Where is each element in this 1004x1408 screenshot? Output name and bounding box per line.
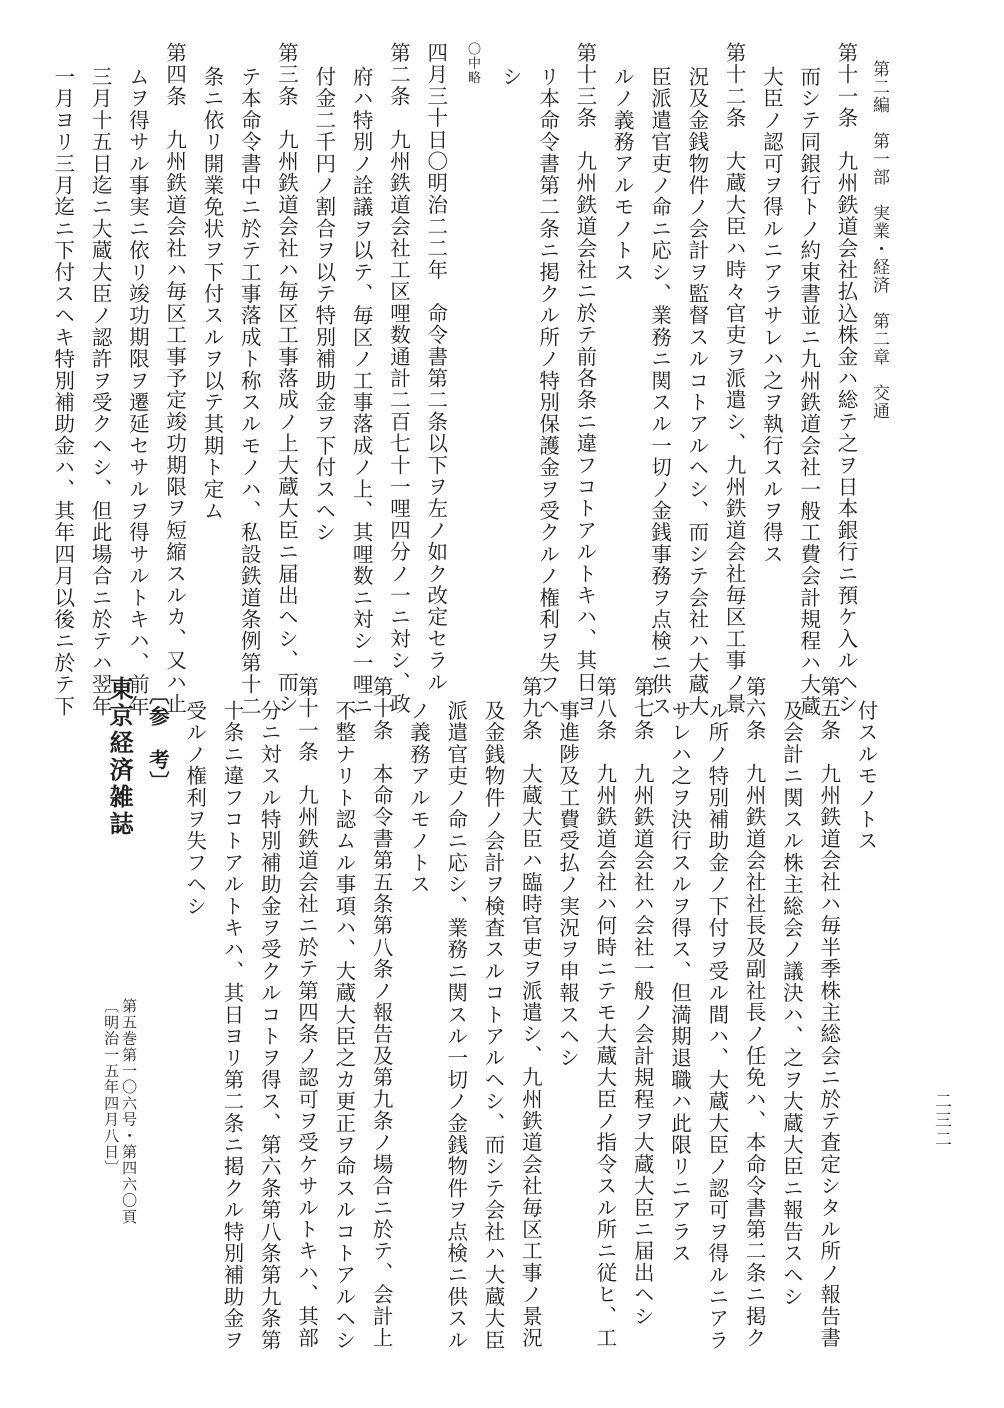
article-line: 及会計ニ関スル株主総会ノ議決ハ、之ヲ大蔵大臣ニ報告スヘシ (779, 700, 804, 1308)
article-line: 第七条 九州鉄道会社ハ会社一般ノ会計規程ヲ大蔵大臣ニ届出ヘシ (630, 676, 655, 1327)
reference-heading: 〔参 考〕 (145, 684, 170, 793)
article-line: 第十三条 九州鉄道会社ニ於テ前各条ニ違フコトアルトキハ、其日ヨ (572, 42, 597, 715)
article-line: 第十二条 大蔵大臣ハ時々官吏ヲ派遣シ、九州鉄道会社毎区工事ノ景 (722, 42, 747, 715)
article-line: ルノ義務アルモノトス (610, 66, 635, 283)
article-line: 府ハ特別ノ詮議ヲ以テ、毎区ノ工事落成ノ上、其哩数ニ対シ一哩ニ (349, 66, 374, 718)
article-line: 受ルノ権利ヲ失フヘシ (182, 700, 207, 917)
article-line: 第九条 大蔵大臣ハ臨時官吏ヲ派遣シ、九州鉄道会社毎区工事ノ景況 (518, 676, 543, 1349)
source-citation (101, 676, 138, 1321)
article-line: 派遣官吏ノ命ニ応シ、業務ニ関スル一切ノ金銭物件ヲ点検ニ供スル (443, 700, 468, 1351)
article-line: 三月十五日迄ニ大蔵大臣ノ認許ヲ受クヘシ、但此場合ニ於テハ翌年 (88, 66, 113, 717)
article-line: 第四条 九州鉄道会社ハ毎区工事予定竣功期限ヲ短縮スルカ、又ハ止 (162, 42, 187, 715)
article-line: 第十条 本命令書第五条第八条ノ報告及第九条ノ場合ニ於テ、会計上 (369, 676, 394, 1349)
article-line: シ (498, 66, 523, 88)
article-line: 及金銭物件ノ会計ヲ検査スルコトアルヘシ、而シテ会社ハ大蔵大臣 (481, 700, 506, 1351)
date-line: 四月三十日〇明治二二年 命令書第二条以下ヲ左ノ如ク改定セラル (423, 42, 448, 693)
article-line: ル所ノ特別補助金ノ下付ヲ受ル間ハ、大蔵大臣ノ認可ヲ得ルニアラ (704, 700, 729, 1351)
article-line: 不整ナリト認ムル事項ハ、大蔵大臣之カ更正ヲ命スルコトアルヘシ (331, 700, 356, 1351)
article-line: 況及金銭物件ノ会計ヲ監督スルコトアルヘシ、而シテ会社ハ大蔵大 (684, 66, 709, 717)
article-line: 大臣ノ認可ヲ得ルニアラサレハ之ヲ執行スルヲ得ス (759, 66, 784, 566)
citation-date: 〔明治一五年四月八日〕 (102, 998, 121, 1177)
article-line: 事進陟及工費受払ノ実況ヲ申報スヘシ (555, 700, 580, 1069)
article-line: 付金二千円ノ割合ヲ以テ特別補助金ヲ下付スヘシ (311, 66, 336, 544)
article-line: リ本命令書第二条ニ掲クル所ノ特別保護金ヲ受クルノ権利ヲ失フヘ (535, 66, 560, 717)
article-line: 条ニ依リ開業免状ヲ下付スルヲ以テ其期ト定ム (199, 66, 224, 522)
article-line: 一月ヨリ三月迄ニ下付スヘキ特別補助金ハ、其年四月以後ニ於テ下 (50, 66, 75, 717)
article-line: 第十一条 九州鉄道会社ニ於テ第四条ノ認可ヲ受ケサルトキハ、其部 (294, 676, 319, 1349)
top-text-block (43, 42, 864, 718)
article-line: 而シテ同銀行トノ約束書並ニ九州鉄道会社一般工費会計規程ハ大蔵 (796, 66, 821, 717)
article-line: 第六条 九州鉄道会社社長及副社長ノ任免ハ、本命令書第二条ニ掲ク (742, 676, 767, 1349)
journal-title: 東京経済雑誌 (105, 676, 135, 838)
article-line: 第二条 九州鉄道会社工区哩数通計二百七十一哩四分ノ一ニ対シ、政 (386, 42, 411, 715)
article-line: 第五条 九州鉄道会社ハ毎半季株主総会ニ於テ査定シタル所ノ報告書 (816, 676, 841, 1349)
article-line: ノ義務アルモノトス (406, 700, 431, 896)
article-line: 臣派遣官吏ノ命ニ応シ、業務ニ関スル一切ノ金銭事務ヲ点検ニ供ス (647, 66, 672, 718)
page-number: 二三二 (931, 1092, 951, 1149)
running-head: 第二編 第一部 実業・経済 第二章 交通 (869, 60, 889, 420)
omission-note: 〇中略 (465, 42, 481, 85)
article-line: 第三条 九州鉄道会社ハ毎区工事落成ノ上大蔵大臣ニ届出ヘシ、而シ (274, 42, 299, 715)
article-line: サレハ之ヲ決行スルヲ得ス、但満期退職ハ此限リニアラス (667, 700, 692, 1265)
article-line: ムヲ得サル事実ニ依リ竣功期限ヲ遷延セサルヲ得サルトキハ、前年 (125, 66, 150, 717)
article-line: 分ニ対スル特別補助金ヲ受クルコトヲ得ス、第六条第八条第九条第 (257, 700, 282, 1351)
article-line: 第八条 九州鉄道会社ハ何時ニテモ大蔵大臣ノ指令スル所ニ従ヒ、工 (592, 676, 617, 1349)
article-line: 十条ニ違フコトアルトキハ、其日ヨリ第二条ニ掲クル特別補助金ヲ (219, 700, 244, 1351)
bottom-text-block (101, 676, 884, 1351)
citation-volume: 第五巻第一〇六号・第四六〇頁 (120, 998, 139, 1225)
article-line: 付スルモノトス (854, 700, 878, 852)
citation-detail (101, 838, 138, 1225)
article-line: 第十一条 九州鉄道会社払込株金ハ総テ之ヲ日本銀行ニ預ケ入ルヘシ (834, 42, 858, 715)
article-line: テ本命令書中ニ於テ工事落成ト称スルモノハ、私設鉄道条例第十二 (237, 66, 262, 717)
